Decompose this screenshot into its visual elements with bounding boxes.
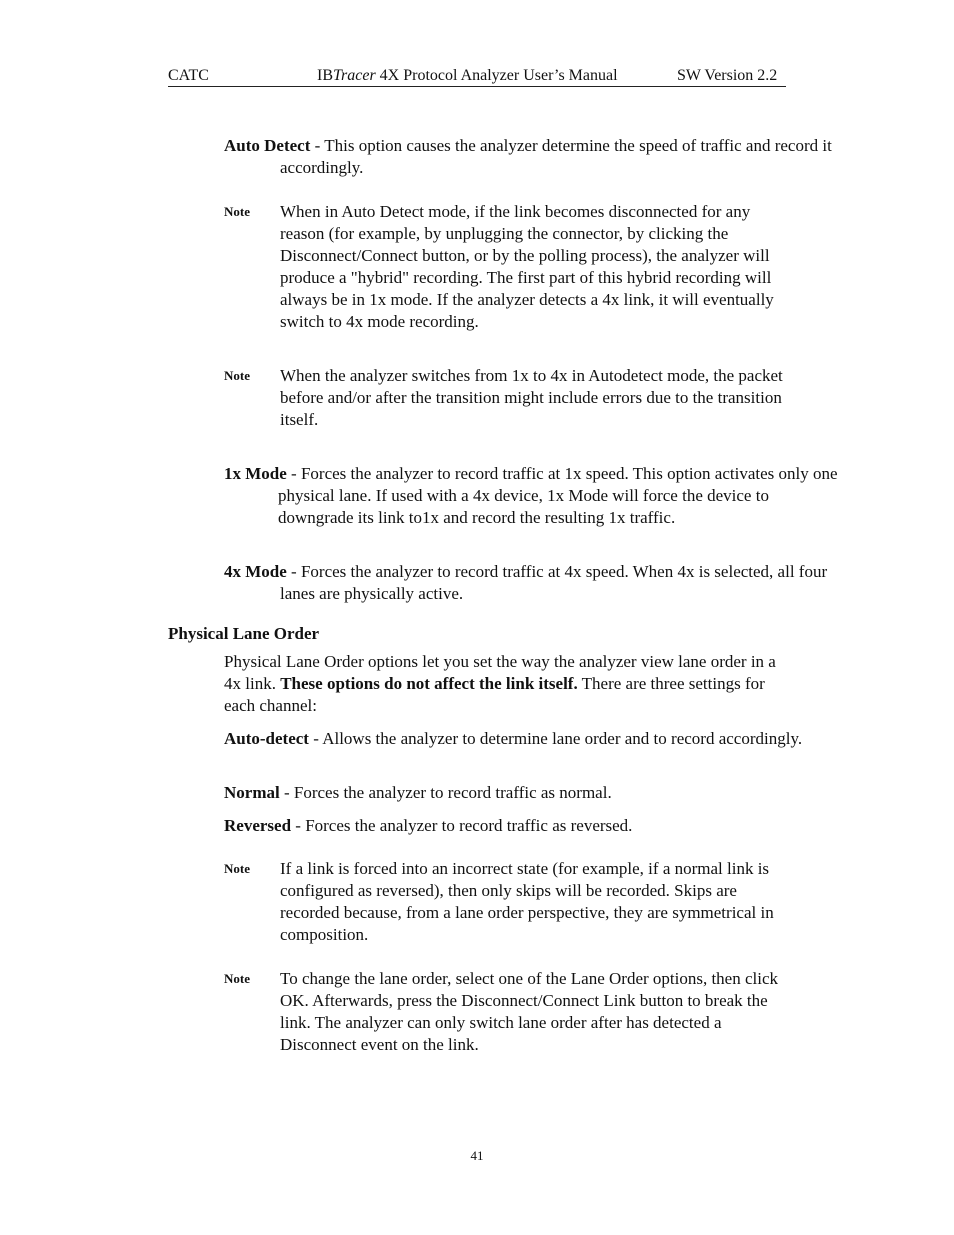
note-label: Note bbox=[224, 861, 250, 876]
lane-auto-text: - Allows the analyzer to determine lane order and to record accordingly. bbox=[308, 729, 803, 748]
header-title-rest: 4X Protocol Analyzer User’s Manual bbox=[375, 67, 618, 84]
note-text: If a link is forced into an incorrect state (for example, if a normal link is configured as reversed), then only skips will be recorded. Skips are recorded because, from a lane order perspective, they are symmetrical in composition. bbox=[280, 859, 774, 944]
header-title-italic: Tracer bbox=[333, 67, 376, 84]
lane-reversed-item bbox=[224, 815, 842, 837]
mode-1x-text: - Forces the analyzer to record traffic at 1x speed. This option activates only one physical lane. If used with a 4x device, 1x Mode will force the device to downgrade its link to1x and record the resulting 1x traffic. bbox=[278, 464, 838, 527]
note-text: To change the lane order, select one of the Lane Order options, then click OK. Afterwards, press the Disconnect/Connect Link button to break the link. The analyzer can only switch lane order after has detected a Disconnect event on the link. bbox=[280, 969, 779, 1054]
mode-4x-text: - Forces the analyzer to record traffic at 4x speed. When 4x is selected, all four lanes are physically active. bbox=[280, 562, 828, 603]
lane-reversed-term: Reversed bbox=[224, 816, 292, 835]
mode-4x-item bbox=[224, 561, 842, 605]
mode-4x-term: 4x Mode bbox=[224, 562, 287, 581]
mode-1x-term: 1x Mode bbox=[224, 464, 287, 483]
lane-order-intro bbox=[224, 651, 786, 717]
lane-auto-term: Auto-detect bbox=[224, 729, 309, 748]
note-label: Note bbox=[224, 971, 250, 986]
header-title-prefix: IB bbox=[317, 67, 333, 84]
header-company: CATC bbox=[168, 67, 209, 84]
note-text: When in Auto Detect mode, if the link becomes disconnected for any reason (for example, by unplugging the connector, by clicking the Disconnect/Connect button, or by the polling process), the analyzer will produce a "hybrid" recording. The first part of this hybrid recording will always be in 1x mode. If the analyzer detects a 4x link, it will eventually switch to 4x mode recording. bbox=[280, 202, 774, 331]
intro-text-b: There are three settings for each channel: bbox=[224, 674, 765, 715]
note-label: Note bbox=[224, 204, 250, 219]
auto-detect-term: Auto Detect bbox=[224, 136, 311, 155]
auto-detect-item bbox=[224, 135, 842, 179]
auto-detect-text: - This option causes the analyzer determine the speed of traffic and record it accordingly. bbox=[280, 136, 832, 177]
lane-normal-term: Normal bbox=[224, 783, 280, 802]
note-label: Note bbox=[224, 368, 250, 383]
section-heading: Physical Lane Order bbox=[168, 624, 320, 643]
mode-1x-item bbox=[224, 463, 840, 529]
note-text: When the analyzer switches from 1x to 4x in Autodetect mode, the packet before and/or after the transition might include errors due to the transition itself. bbox=[280, 366, 783, 429]
lane-normal-item bbox=[224, 782, 842, 804]
intro-bold: These options do not affect the link itself. bbox=[280, 674, 578, 693]
header-version: SW Version 2.2 bbox=[677, 67, 778, 84]
intro-text-a: Physical Lane Order options let you set the way the analyzer view lane order in a 4x link. bbox=[224, 652, 776, 693]
lane-reversed-text: - Forces the analyzer to record traffic as reversed. bbox=[291, 816, 633, 835]
header-title bbox=[317, 66, 618, 86]
lane-normal-text: - Forces the analyzer to record traffic as normal. bbox=[279, 783, 612, 802]
lane-auto-item bbox=[224, 728, 842, 750]
header-rule bbox=[168, 86, 786, 87]
page-number: 41 bbox=[470, 1148, 484, 1163]
